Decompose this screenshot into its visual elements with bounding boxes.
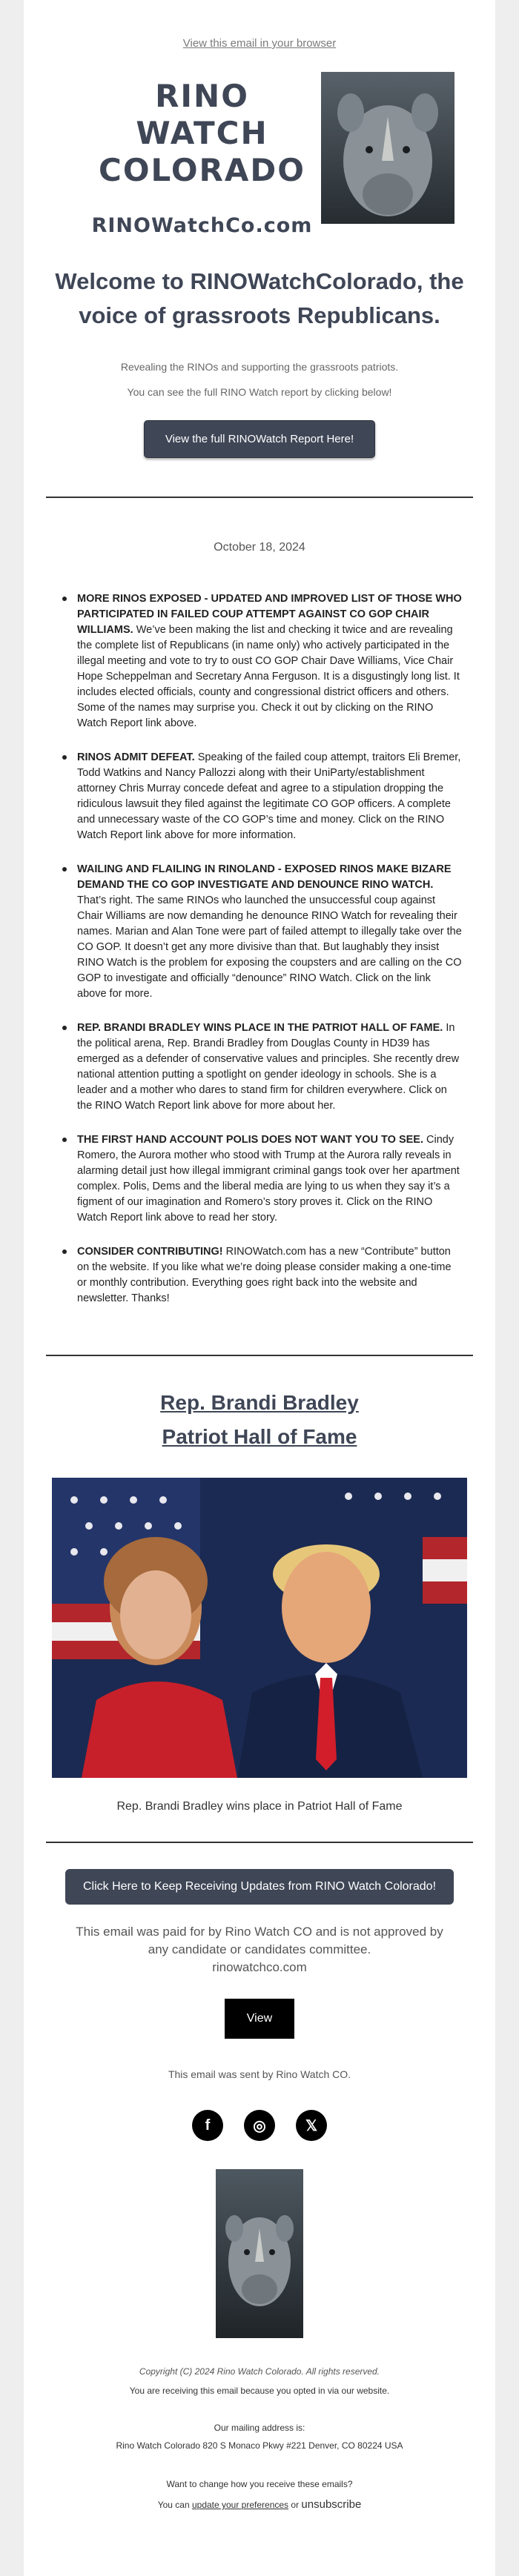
brand-url: RINOWatchCo.com	[91, 214, 313, 237]
header-banner	[24, 50, 495, 237]
preferences-links	[24, 2489, 495, 2511]
view-in-browser-link[interactable]: View this email in your browser	[182, 37, 337, 50]
keep-updates-wrapper	[24, 1843, 495, 1905]
social-links	[24, 2080, 495, 2141]
you-can-text: You can	[157, 2500, 190, 2510]
copyright: Copyright (C) 2024 Rino Watch Colorado. All rights reserved.	[139, 2366, 380, 2377]
news-item	[62, 862, 463, 1002]
feature-title	[24, 1356, 495, 1454]
welcome-instructions: You can see the full RINO Watch report by clicking below!	[127, 386, 392, 398]
mailing-address: Rino Watch Colorado 820 S Monaco Pkwy #221 Denver, CO 80224 USA	[116, 2440, 403, 2451]
cta-wrapper	[24, 398, 495, 458]
instagram-icon[interactable]: ◎	[244, 2110, 275, 2141]
or-text: or	[291, 2500, 300, 2510]
news-list	[24, 591, 495, 1307]
update-preferences-link[interactable]: update your preferences	[191, 2500, 289, 2510]
email-body	[24, 0, 495, 2576]
photo-illustration	[52, 1478, 467, 1778]
news-item	[62, 1020, 463, 1114]
view-report-button[interactable]: View the full RINOWatch Report Here!	[144, 420, 375, 458]
view-wrapper	[24, 1976, 495, 2039]
issue-date: October 18, 2024	[214, 541, 305, 554]
site-text: rinowatchco.com	[212, 1960, 307, 1974]
sent-by: This email was sent by Rino Watch CO.	[168, 2068, 351, 2080]
paid-text: This email was paid for by Rino Watch CO and is not approved by any candidate or candidates committee.	[76, 1925, 443, 1956]
view-button[interactable]: View	[225, 1999, 294, 2039]
unsubscribe-link[interactable]: unsubscribe	[301, 2498, 362, 2511]
welcome-tagline: Revealing the RINOs and supporting the grassroots patriots.	[120, 361, 399, 373]
news-body: Cindy Romero, the Aurora mother who stood with Trump at the Aurora rally reveals in alarming detail just how illegal immigrant criminal gangs took over her apartment complex. Polis, Dems and the liberal media are lying to us when they say it’s a figment of our imagination and Romero’s story proves it. Click on the RINO Watch Report link above to read her story.	[77, 1134, 460, 1224]
keep-updates-button[interactable]: Click Here to Keep Receiving Updates from RINO Watch Colorado!	[65, 1869, 454, 1905]
welcome-heading: Welcome to RINOWatchColorado, the voice of grassroots Republicans.	[55, 268, 464, 328]
facebook-icon[interactable]: f	[192, 2110, 223, 2141]
opt-in-note: You are receiving this email because you opted in via our website.	[129, 2386, 390, 2396]
brand-title-line1: RINO WATCH	[136, 78, 268, 151]
feature-caption: Rep. Brandi Bradley wins place in Patriot Hall of Fame	[116, 1800, 403, 1813]
news-headline: WAILING AND FLAILING IN RINOLAND - EXPOSED RINOS MAKE BIZARE DEMAND THE CO GOP INVESTIGATE AND DENOUNCE RINO WATCH.	[77, 863, 452, 891]
brand-block	[83, 72, 321, 237]
feature-photo[interactable]	[52, 1478, 467, 1778]
news-item	[62, 1244, 463, 1307]
news-body: Speaking of the failed coup attempt, traitors Eli Bremer, Todd Watkins and Nancy Pallozzi along with their UniParty/establishment attorney Chris Murray concede defeat and agree to a stipulation dropping the ridiculous lawsuit they filed against the legitimate CO GOP officers. A complete and unnecessary waste of the CO GOP’s time and money. Click on the RINO Watch Report link above for more information.	[77, 751, 461, 841]
change-prefs-note: Want to change how you receive these emails?	[166, 2479, 353, 2489]
news-headline: THE FIRST HAND ACCOUNT POLIS DOES NOT WANT YOU TO SEE.	[77, 1134, 423, 1146]
news-headline: CONSIDER CONTRIBUTING!	[77, 1246, 223, 1258]
x-icon[interactable]: 𝕏	[296, 2110, 327, 2141]
news-headline: REP. BRANDI BRADLEY WINS PLACE IN THE PATRIOT HALL OF FAME.	[77, 1022, 443, 1034]
rhino-illustration	[216, 2169, 303, 2338]
news-body: That’s right. The same RINOs who launched the unsuccessful coup against Chair Williams are now demanding he denounce RINO Watch for revealing their names. Marian and Alan Tone were part of failed attempt to illegally take over the CO GOP. It doesn’t get any more divisive than that. But laughably they insist RINO Watch is the problem for exposing the coupsters and are calling on the CO GOP to investigate and officially “denounce” RINO Watch. Click on the link above for more.	[77, 894, 462, 1000]
paid-disclaimer	[24, 1905, 495, 1976]
news-headline: MORE RINOS EXPOSED - UPDATED AND IMPROVED LIST OF THOSE WHO PARTICIPATED IN FAILED COUP ATTEMPT AGAINST CO GOP CHAIR WILLIAMS.	[77, 593, 462, 636]
rhino-logo-image	[321, 72, 454, 224]
news-body: We’ve been making the list and checking it twice and are revealing the complete list of Republicans (in name only) who actively participated in the illegal meeting and vote to try to oust CO GOP Chair Dave Williams, Vice Chair Hope Scheppelman and Secretary Anna Ferguson. It is a disgustingly long list. It includes elected officials, county and congressional district officers and others. Some of the names may surprise you. Check it out by clicking on the RINO Watch Report link above.	[77, 624, 460, 729]
news-headline: RINOS ADMIT DEFEAT.	[77, 751, 195, 763]
feature-title-line1[interactable]: Rep. Brandi Bradley	[160, 1391, 359, 1414]
footer-rhino-image	[216, 2169, 303, 2338]
news-item	[62, 591, 463, 731]
mailing-label: Our mailing address is:	[214, 2423, 305, 2433]
news-item	[62, 750, 463, 843]
feature-title-line2[interactable]: Patriot Hall of Fame	[162, 1425, 357, 1448]
news-body: In the political arena, Rep. Brandi Bradley from Douglas County in HD39 has emerged as a defender of conservative values and principles. She recently drew national attention putting a spotlight on gender ideology in schools. She is a leader and a mother who dares to stand firm for children everywhere. Click on the RINO Watch Report link above for more about her.	[77, 1022, 460, 1112]
rhino-illustration	[321, 72, 454, 224]
news-body: RINOWatch.com has a new “Contribute” button on the website. If you like what we’re doing please consider making a one-time or monthly contribution. Everything goes right back into the website and newsletter. Thanks!	[77, 1246, 452, 1304]
news-item	[62, 1132, 463, 1226]
brand-title-line2: COLORADO	[99, 152, 305, 188]
